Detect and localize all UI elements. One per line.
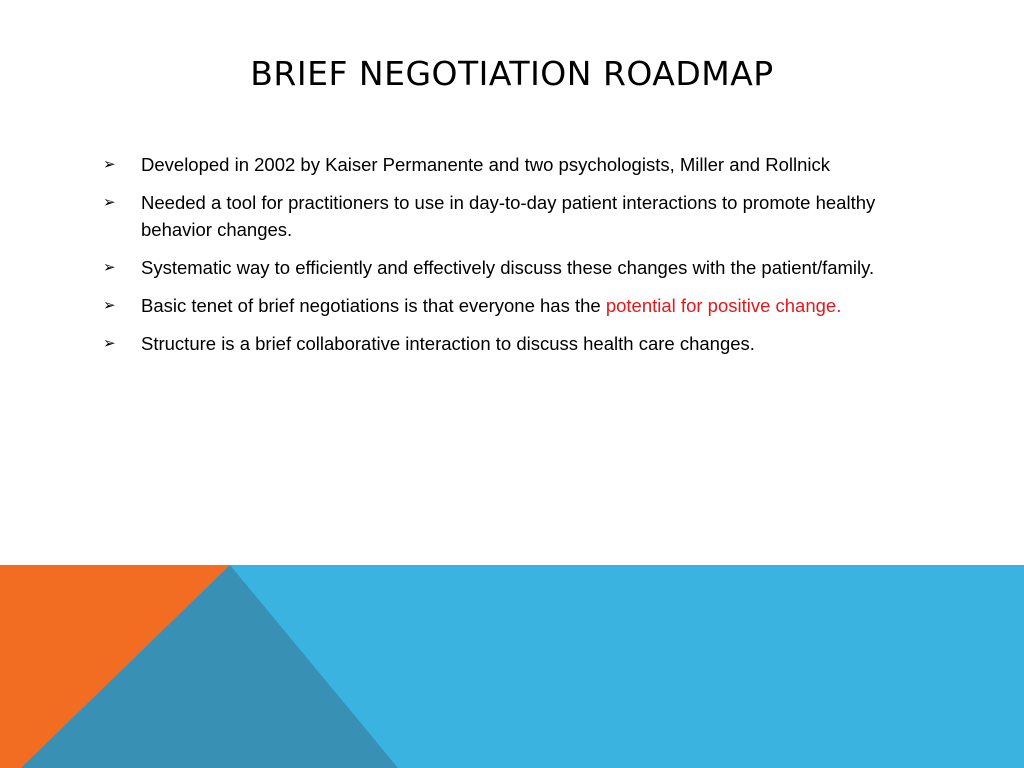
bullet-emphasis-text: potential for positive change. xyxy=(605,295,842,316)
bullet-text: Systematic way to efficiently and effectively discuss these changes with the patient/family. xyxy=(141,257,875,278)
bullet-list xyxy=(103,151,903,368)
arrow-bullet-icon: ➢ xyxy=(103,193,116,211)
bullet-item-5 xyxy=(103,330,903,357)
bullet-text: Structure is a brief collaborative interaction to discuss health care changes. xyxy=(141,333,755,354)
slide-title: BRIEF NEGOTIATION ROADMAP xyxy=(250,54,774,93)
bullet-item-3 xyxy=(103,254,903,281)
bullet-text: Developed in 2002 by Kaiser Permanente and two psychologists, Miller and Rollnick xyxy=(141,154,830,175)
arrow-bullet-icon: ➢ xyxy=(103,155,116,173)
bullet-text: Needed a tool for practitioners to use in day-to-day patient interactions to promote healthy behavior changes. xyxy=(141,192,876,240)
arrow-bullet-icon: ➢ xyxy=(103,296,116,314)
bullet-item-2 xyxy=(103,189,903,243)
footer-decoration xyxy=(0,565,1024,768)
arrow-bullet-icon: ➢ xyxy=(103,334,116,352)
arrow-bullet-icon: ➢ xyxy=(103,258,116,276)
bullet-item-1 xyxy=(103,151,903,178)
bullet-item-4 xyxy=(103,292,903,319)
bullet-text: Basic tenet of brief negotiations is that everyone has the xyxy=(141,295,606,316)
